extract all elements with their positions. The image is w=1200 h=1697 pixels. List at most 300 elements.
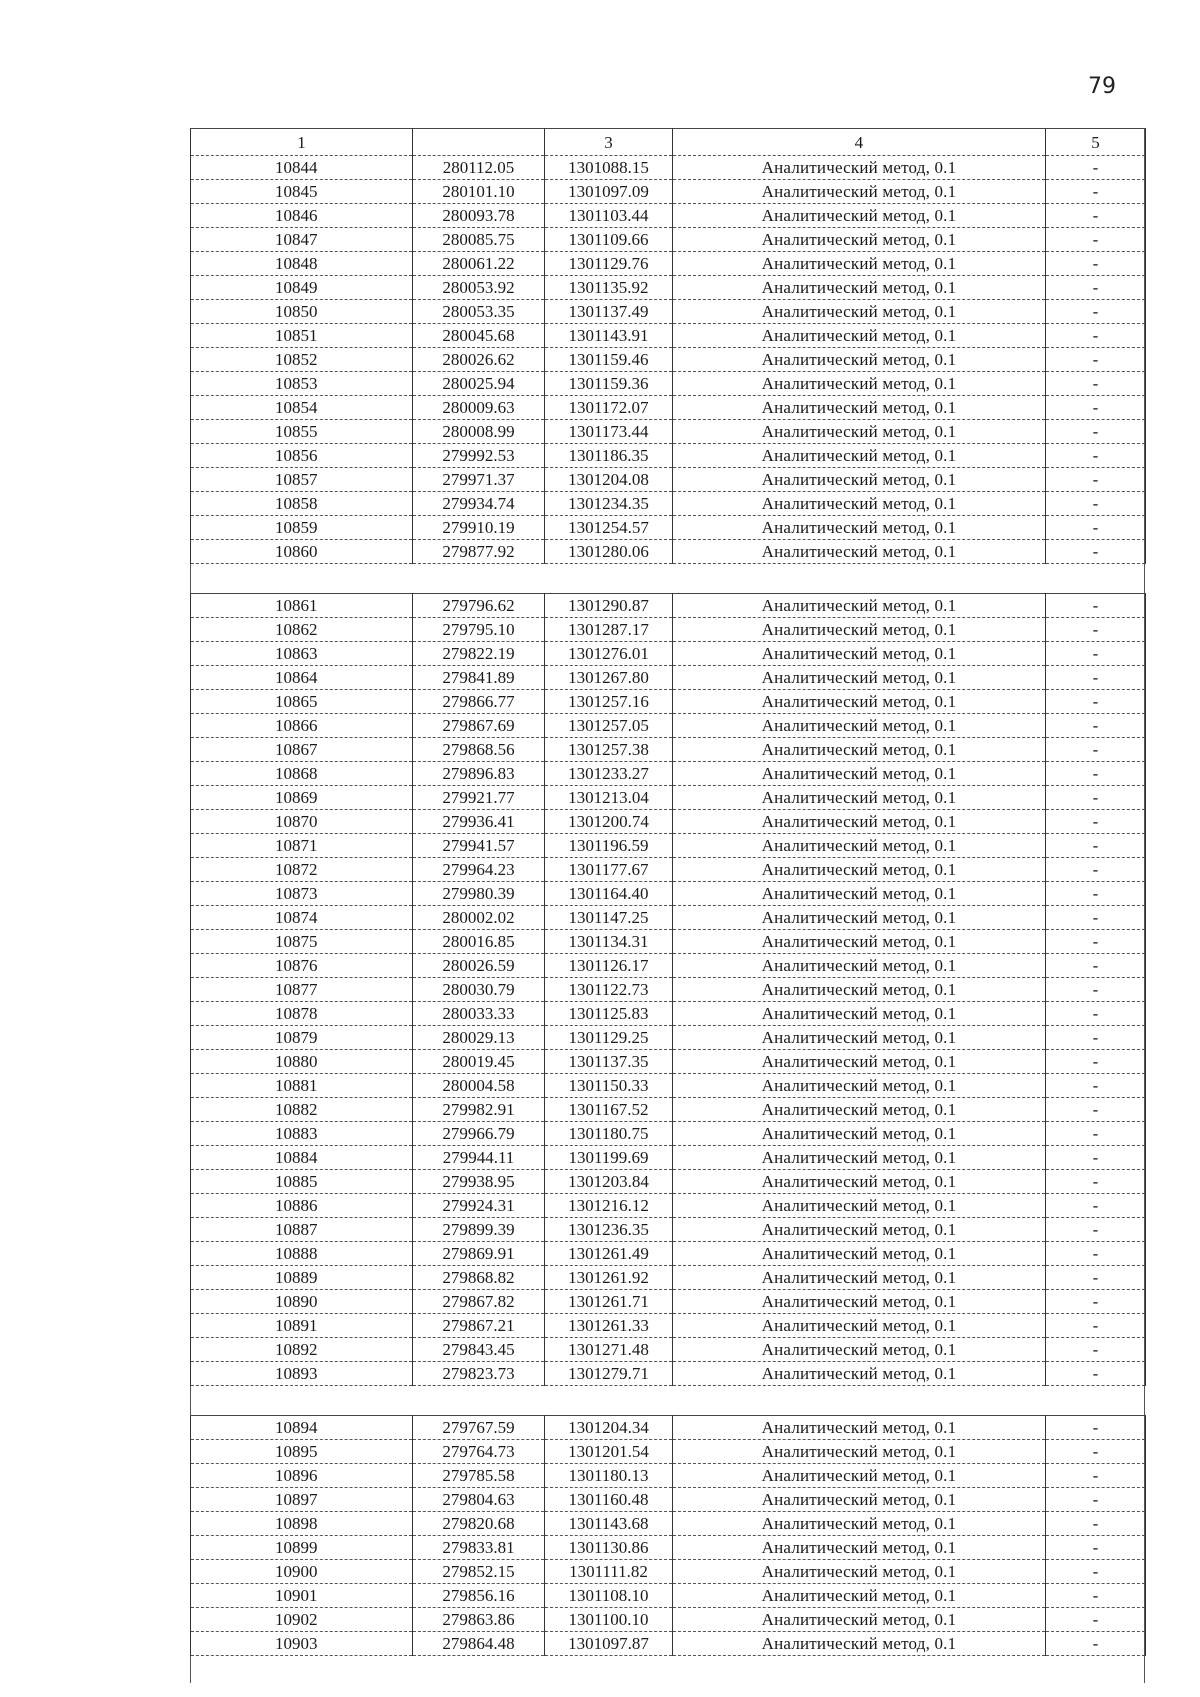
coord-x: 279841.89 xyxy=(413,666,545,690)
method-accuracy: Аналитический метод, 0.1 xyxy=(673,1122,1046,1146)
coord-x: 279764.73 xyxy=(413,1440,545,1464)
table-row xyxy=(191,252,1146,276)
point-number: 10876 xyxy=(191,954,413,978)
point-number: 10891 xyxy=(191,1314,413,1338)
method-accuracy: Аналитический метод, 0.1 xyxy=(673,1170,1046,1194)
method-accuracy: Аналитический метод, 0.1 xyxy=(673,834,1046,858)
point-number: 10847 xyxy=(191,228,413,252)
table-row xyxy=(191,516,1146,540)
table-row xyxy=(191,276,1146,300)
table-row xyxy=(191,714,1146,738)
note: - xyxy=(1046,1632,1146,1656)
coord-y: 1301236.35 xyxy=(545,1218,673,1242)
note: - xyxy=(1046,204,1146,228)
coord-y: 1301100.10 xyxy=(545,1608,673,1632)
note: - xyxy=(1046,1512,1146,1536)
method-accuracy: Аналитический метод, 0.1 xyxy=(673,642,1046,666)
coordinates-table xyxy=(190,128,1146,1656)
coord-x: 280030.79 xyxy=(413,978,545,1002)
table-row xyxy=(191,1632,1146,1656)
point-number: 10896 xyxy=(191,1464,413,1488)
method-accuracy: Аналитический метод, 0.1 xyxy=(673,252,1046,276)
coord-x: 279867.69 xyxy=(413,714,545,738)
method-accuracy: Аналитический метод, 0.1 xyxy=(673,1146,1046,1170)
coord-x: 279934.74 xyxy=(413,492,545,516)
coord-x: 280045.68 xyxy=(413,324,545,348)
table-row xyxy=(191,324,1146,348)
coord-y: 1301097.87 xyxy=(545,1632,673,1656)
method-accuracy: Аналитический метод, 0.1 xyxy=(673,810,1046,834)
table-row xyxy=(191,858,1146,882)
coord-x: 280026.59 xyxy=(413,954,545,978)
table-row xyxy=(191,1338,1146,1362)
coord-x: 280085.75 xyxy=(413,228,545,252)
coord-x: 279804.63 xyxy=(413,1488,545,1512)
coord-y: 1301180.13 xyxy=(545,1464,673,1488)
point-number: 10848 xyxy=(191,252,413,276)
coord-y: 1301122.73 xyxy=(545,978,673,1002)
note: - xyxy=(1046,1290,1146,1314)
note: - xyxy=(1046,978,1146,1002)
coord-x: 279767.59 xyxy=(413,1416,545,1440)
note: - xyxy=(1046,1464,1146,1488)
coord-x: 279899.39 xyxy=(413,1218,545,1242)
point-number: 10887 xyxy=(191,1218,413,1242)
coord-x: 279822.19 xyxy=(413,642,545,666)
table-row xyxy=(191,1362,1146,1386)
point-number: 10894 xyxy=(191,1416,413,1440)
coord-y: 1301213.04 xyxy=(545,786,673,810)
coord-y: 1301196.59 xyxy=(545,834,673,858)
method-accuracy: Аналитический метод, 0.1 xyxy=(673,396,1046,420)
coord-y: 1301276.01 xyxy=(545,642,673,666)
table-row xyxy=(191,204,1146,228)
coord-y: 1301204.34 xyxy=(545,1416,673,1440)
method-accuracy: Аналитический метод, 0.1 xyxy=(673,156,1046,180)
method-accuracy: Аналитический метод, 0.1 xyxy=(673,1242,1046,1266)
coord-x: 279868.82 xyxy=(413,1266,545,1290)
coord-x: 279823.73 xyxy=(413,1362,545,1386)
note: - xyxy=(1046,1416,1146,1440)
coord-y: 1301290.87 xyxy=(545,594,673,618)
table-row xyxy=(191,834,1146,858)
method-accuracy: Аналитический метод, 0.1 xyxy=(673,444,1046,468)
coord-y: 1301130.86 xyxy=(545,1536,673,1560)
note: - xyxy=(1046,1002,1146,1026)
table-row xyxy=(191,1608,1146,1632)
note: - xyxy=(1046,762,1146,786)
note: - xyxy=(1046,618,1146,642)
note: - xyxy=(1046,348,1146,372)
note: - xyxy=(1046,834,1146,858)
coord-y: 1301160.48 xyxy=(545,1488,673,1512)
method-accuracy: Аналитический метод, 0.1 xyxy=(673,372,1046,396)
note: - xyxy=(1046,690,1146,714)
point-number: 10884 xyxy=(191,1146,413,1170)
point-number: 10901 xyxy=(191,1584,413,1608)
method-accuracy: Аналитический метод, 0.1 xyxy=(673,906,1046,930)
table-row xyxy=(191,978,1146,1002)
point-number: 10892 xyxy=(191,1338,413,1362)
table-row xyxy=(191,1002,1146,1026)
method-accuracy: Аналитический метод, 0.1 xyxy=(673,858,1046,882)
point-number: 10897 xyxy=(191,1488,413,1512)
table-row xyxy=(191,300,1146,324)
method-accuracy: Аналитический метод, 0.1 xyxy=(673,786,1046,810)
gap-cell xyxy=(1046,1386,1146,1416)
note: - xyxy=(1046,468,1146,492)
coord-x: 279980.39 xyxy=(413,882,545,906)
note: - xyxy=(1046,300,1146,324)
note: - xyxy=(1046,1440,1146,1464)
point-number: 10856 xyxy=(191,444,413,468)
point-number: 10865 xyxy=(191,690,413,714)
note: - xyxy=(1046,1266,1146,1290)
point-number: 10895 xyxy=(191,1440,413,1464)
method-accuracy: Аналитический метод, 0.1 xyxy=(673,954,1046,978)
note: - xyxy=(1046,1050,1146,1074)
coord-y: 1301167.52 xyxy=(545,1098,673,1122)
coord-y: 1301143.91 xyxy=(545,324,673,348)
coord-x: 279869.91 xyxy=(413,1242,545,1266)
coord-y: 1301279.71 xyxy=(545,1362,673,1386)
point-number: 10851 xyxy=(191,324,413,348)
coord-y: 1301137.49 xyxy=(545,300,673,324)
point-number: 10877 xyxy=(191,978,413,1002)
point-number: 10881 xyxy=(191,1074,413,1098)
coord-y: 1301267.80 xyxy=(545,666,673,690)
coord-y: 1301159.46 xyxy=(545,348,673,372)
coord-y: 1301147.25 xyxy=(545,906,673,930)
coord-x: 280019.45 xyxy=(413,1050,545,1074)
coord-y: 1301143.68 xyxy=(545,1512,673,1536)
coord-y: 1301204.08 xyxy=(545,468,673,492)
gap-cell xyxy=(673,564,1046,594)
table-row xyxy=(191,1584,1146,1608)
note: - xyxy=(1046,738,1146,762)
method-accuracy: Аналитический метод, 0.1 xyxy=(673,1512,1046,1536)
coord-y: 1301135.92 xyxy=(545,276,673,300)
note: - xyxy=(1046,1194,1146,1218)
point-number: 10879 xyxy=(191,1026,413,1050)
method-accuracy: Аналитический метод, 0.1 xyxy=(673,180,1046,204)
table-row xyxy=(191,1098,1146,1122)
note: - xyxy=(1046,516,1146,540)
table-row xyxy=(191,1290,1146,1314)
coord-x: 279795.10 xyxy=(413,618,545,642)
header-col-3: 3 xyxy=(545,129,673,156)
note: - xyxy=(1046,1560,1146,1584)
section-gap xyxy=(191,564,1146,594)
coord-x: 280004.58 xyxy=(413,1074,545,1098)
note: - xyxy=(1046,930,1146,954)
coord-y: 1301137.35 xyxy=(545,1050,673,1074)
method-accuracy: Аналитический метод, 0.1 xyxy=(673,324,1046,348)
note: - xyxy=(1046,1098,1146,1122)
note: - xyxy=(1046,252,1146,276)
coord-y: 1301172.07 xyxy=(545,396,673,420)
table-row xyxy=(191,594,1146,618)
note: - xyxy=(1046,1338,1146,1362)
method-accuracy: Аналитический метод, 0.1 xyxy=(673,1608,1046,1632)
method-accuracy: Аналитический метод, 0.1 xyxy=(673,762,1046,786)
coord-x: 279833.81 xyxy=(413,1536,545,1560)
point-number: 10853 xyxy=(191,372,413,396)
coord-y: 1301261.33 xyxy=(545,1314,673,1338)
coord-x: 279856.16 xyxy=(413,1584,545,1608)
table-row xyxy=(191,786,1146,810)
note: - xyxy=(1046,1026,1146,1050)
coord-y: 1301261.49 xyxy=(545,1242,673,1266)
coordinates-table-body xyxy=(191,129,1146,1656)
note: - xyxy=(1046,1362,1146,1386)
method-accuracy: Аналитический метод, 0.1 xyxy=(673,492,1046,516)
point-number: 10870 xyxy=(191,810,413,834)
table-row xyxy=(191,1026,1146,1050)
point-number: 10882 xyxy=(191,1098,413,1122)
note: - xyxy=(1046,642,1146,666)
coord-y: 1301109.66 xyxy=(545,228,673,252)
coord-y: 1301129.25 xyxy=(545,1026,673,1050)
method-accuracy: Аналитический метод, 0.1 xyxy=(673,204,1046,228)
table-row xyxy=(191,372,1146,396)
table-row xyxy=(191,642,1146,666)
point-number: 10878 xyxy=(191,1002,413,1026)
coord-x: 279877.92 xyxy=(413,540,545,564)
note: - xyxy=(1046,666,1146,690)
coord-y: 1301164.40 xyxy=(545,882,673,906)
coord-x: 279910.19 xyxy=(413,516,545,540)
coord-x: 280112.05 xyxy=(413,156,545,180)
point-number: 10863 xyxy=(191,642,413,666)
gap-cell xyxy=(413,1386,545,1416)
coord-x: 279852.15 xyxy=(413,1560,545,1584)
coord-y: 1301150.33 xyxy=(545,1074,673,1098)
coord-x: 279944.11 xyxy=(413,1146,545,1170)
method-accuracy: Аналитический метод, 0.1 xyxy=(673,594,1046,618)
method-accuracy: Аналитический метод, 0.1 xyxy=(673,1488,1046,1512)
note: - xyxy=(1046,1314,1146,1338)
table-row xyxy=(191,156,1146,180)
coord-x: 279796.62 xyxy=(413,594,545,618)
coord-y: 1301254.57 xyxy=(545,516,673,540)
note: - xyxy=(1046,954,1146,978)
coord-x: 279964.23 xyxy=(413,858,545,882)
table-row xyxy=(191,1050,1146,1074)
coord-x: 280053.92 xyxy=(413,276,545,300)
point-number: 10880 xyxy=(191,1050,413,1074)
point-number: 10860 xyxy=(191,540,413,564)
point-number: 10868 xyxy=(191,762,413,786)
table-row xyxy=(191,396,1146,420)
method-accuracy: Аналитический метод, 0.1 xyxy=(673,1632,1046,1656)
coord-x: 279921.77 xyxy=(413,786,545,810)
gap-cell xyxy=(545,1386,673,1416)
table-row xyxy=(191,1560,1146,1584)
point-number: 10890 xyxy=(191,1290,413,1314)
note: - xyxy=(1046,1242,1146,1266)
coord-y: 1301216.12 xyxy=(545,1194,673,1218)
table-header-row xyxy=(191,129,1146,156)
method-accuracy: Аналитический метод, 0.1 xyxy=(673,1074,1046,1098)
note: - xyxy=(1046,594,1146,618)
point-number: 10858 xyxy=(191,492,413,516)
coord-x: 279843.45 xyxy=(413,1338,545,1362)
table-row xyxy=(191,1536,1146,1560)
coord-y: 1301280.06 xyxy=(545,540,673,564)
gap-cell xyxy=(191,564,413,594)
coord-y: 1301097.09 xyxy=(545,180,673,204)
note: - xyxy=(1046,1584,1146,1608)
point-number: 10850 xyxy=(191,300,413,324)
coord-x: 280053.35 xyxy=(413,300,545,324)
method-accuracy: Аналитический метод, 0.1 xyxy=(673,276,1046,300)
note: - xyxy=(1046,906,1146,930)
point-number: 10883 xyxy=(191,1122,413,1146)
point-number: 10874 xyxy=(191,906,413,930)
header-col-1: 1 xyxy=(191,129,413,156)
point-number: 10857 xyxy=(191,468,413,492)
table-row xyxy=(191,492,1146,516)
coord-y: 1301233.27 xyxy=(545,762,673,786)
coord-y: 1301111.82 xyxy=(545,1560,673,1584)
note: - xyxy=(1046,492,1146,516)
point-number: 10872 xyxy=(191,858,413,882)
coord-x: 280009.63 xyxy=(413,396,545,420)
note: - xyxy=(1046,156,1146,180)
method-accuracy: Аналитический метод, 0.1 xyxy=(673,1098,1046,1122)
method-accuracy: Аналитический метод, 0.1 xyxy=(673,1440,1046,1464)
coord-y: 1301134.31 xyxy=(545,930,673,954)
coord-x: 279971.37 xyxy=(413,468,545,492)
note: - xyxy=(1046,1074,1146,1098)
method-accuracy: Аналитический метод, 0.1 xyxy=(673,1464,1046,1488)
coord-x: 279936.41 xyxy=(413,810,545,834)
point-number: 10862 xyxy=(191,618,413,642)
coord-x: 280025.94 xyxy=(413,372,545,396)
table-row xyxy=(191,1194,1146,1218)
method-accuracy: Аналитический метод, 0.1 xyxy=(673,1218,1046,1242)
coord-x: 279966.79 xyxy=(413,1122,545,1146)
coord-x: 280029.13 xyxy=(413,1026,545,1050)
gap-cell xyxy=(413,564,545,594)
point-number: 10899 xyxy=(191,1536,413,1560)
note: - xyxy=(1046,1146,1146,1170)
coord-x: 279867.82 xyxy=(413,1290,545,1314)
note: - xyxy=(1046,810,1146,834)
coord-x: 280061.22 xyxy=(413,252,545,276)
note: - xyxy=(1046,444,1146,468)
coord-y: 1301159.36 xyxy=(545,372,673,396)
table-row xyxy=(191,906,1146,930)
section-gap xyxy=(191,1386,1146,1416)
note: - xyxy=(1046,1218,1146,1242)
table-row xyxy=(191,1242,1146,1266)
coord-y: 1301108.10 xyxy=(545,1584,673,1608)
note: - xyxy=(1046,1608,1146,1632)
note: - xyxy=(1046,420,1146,444)
gap-cell xyxy=(1046,564,1146,594)
coord-x: 279924.31 xyxy=(413,1194,545,1218)
coord-y: 1301261.71 xyxy=(545,1290,673,1314)
note: - xyxy=(1046,1122,1146,1146)
coord-y: 1301257.38 xyxy=(545,738,673,762)
point-number: 10900 xyxy=(191,1560,413,1584)
table-row xyxy=(191,1416,1146,1440)
point-number: 10893 xyxy=(191,1362,413,1386)
method-accuracy: Аналитический метод, 0.1 xyxy=(673,1050,1046,1074)
method-accuracy: Аналитический метод, 0.1 xyxy=(673,540,1046,564)
method-accuracy: Аналитический метод, 0.1 xyxy=(673,1536,1046,1560)
coord-x: 279941.57 xyxy=(413,834,545,858)
method-accuracy: Аналитический метод, 0.1 xyxy=(673,1002,1046,1026)
point-number: 10875 xyxy=(191,930,413,954)
note: - xyxy=(1046,324,1146,348)
coord-x: 279938.95 xyxy=(413,1170,545,1194)
point-number: 10866 xyxy=(191,714,413,738)
method-accuracy: Аналитический метод, 0.1 xyxy=(673,1584,1046,1608)
coord-y: 1301200.74 xyxy=(545,810,673,834)
method-accuracy: Аналитический метод, 0.1 xyxy=(673,1560,1046,1584)
table-row xyxy=(191,618,1146,642)
coord-y: 1301088.15 xyxy=(545,156,673,180)
table-row xyxy=(191,180,1146,204)
table-row xyxy=(191,1488,1146,1512)
table-row xyxy=(191,468,1146,492)
gap-cell xyxy=(191,1386,413,1416)
coord-x: 280008.99 xyxy=(413,420,545,444)
point-number: 10861 xyxy=(191,594,413,618)
note: - xyxy=(1046,276,1146,300)
point-number: 10845 xyxy=(191,180,413,204)
coord-y: 1301257.16 xyxy=(545,690,673,714)
coord-y: 1301234.35 xyxy=(545,492,673,516)
table-row xyxy=(191,1146,1146,1170)
table-row xyxy=(191,954,1146,978)
note: - xyxy=(1046,1488,1146,1512)
coord-x: 280026.62 xyxy=(413,348,545,372)
coord-x: 280093.78 xyxy=(413,204,545,228)
table-row xyxy=(191,738,1146,762)
table-row xyxy=(191,1266,1146,1290)
point-number: 10898 xyxy=(191,1512,413,1536)
coord-x: 279982.91 xyxy=(413,1098,545,1122)
method-accuracy: Аналитический метод, 0.1 xyxy=(673,1314,1046,1338)
table-row xyxy=(191,882,1146,906)
note: - xyxy=(1046,180,1146,204)
coord-y: 1301125.83 xyxy=(545,1002,673,1026)
point-number: 10854 xyxy=(191,396,413,420)
note: - xyxy=(1046,786,1146,810)
coord-x: 279820.68 xyxy=(413,1512,545,1536)
coord-x: 280101.10 xyxy=(413,180,545,204)
point-number: 10855 xyxy=(191,420,413,444)
coord-x: 279867.21 xyxy=(413,1314,545,1338)
table-row xyxy=(191,1218,1146,1242)
coord-y: 1301199.69 xyxy=(545,1146,673,1170)
table-row xyxy=(191,930,1146,954)
coord-y: 1301129.76 xyxy=(545,252,673,276)
coord-x: 279868.56 xyxy=(413,738,545,762)
point-number: 10867 xyxy=(191,738,413,762)
method-accuracy: Аналитический метод, 0.1 xyxy=(673,690,1046,714)
point-number: 10852 xyxy=(191,348,413,372)
point-number: 10849 xyxy=(191,276,413,300)
point-number: 10902 xyxy=(191,1608,413,1632)
coord-y: 1301126.17 xyxy=(545,954,673,978)
method-accuracy: Аналитический метод, 0.1 xyxy=(673,1338,1046,1362)
table-row xyxy=(191,762,1146,786)
